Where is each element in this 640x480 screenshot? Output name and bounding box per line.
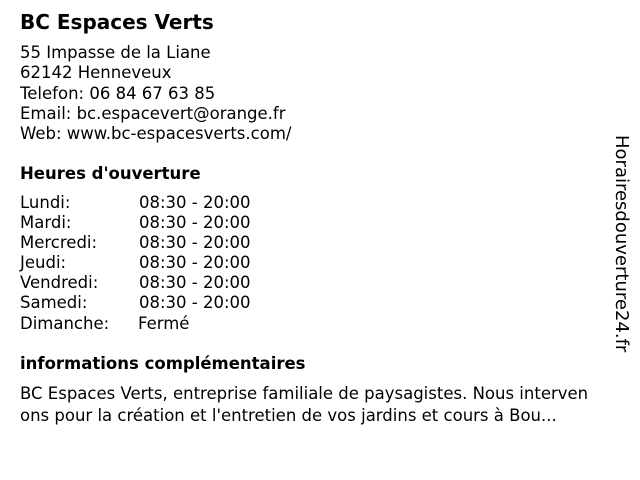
time-value: 08:30 - 20:00 <box>139 233 251 253</box>
time-value: 08:30 - 20:00 <box>139 273 251 293</box>
business-description <box>20 383 600 426</box>
day-label: Dimanche: <box>20 313 110 333</box>
additional-info-heading: informations complémentaires <box>20 354 306 373</box>
time-value: 08:30 - 20:00 <box>139 253 251 273</box>
time-value: Fermé <box>138 313 190 333</box>
address-street: 55 Impasse de la Liane <box>20 43 211 62</box>
time-value: 08:30 - 20:00 <box>139 213 251 233</box>
time-value: 08:30 - 20:00 <box>139 193 251 212</box>
contact-block <box>20 43 291 144</box>
opening-hours-heading: Heures d'ouverture <box>20 164 201 183</box>
site-watermark: Horairesdouverture24.fr <box>611 135 632 353</box>
business-name: BC Espaces Verts <box>20 10 214 34</box>
day-label: Mardi: <box>20 213 72 233</box>
day-label: Samedi: <box>20 293 88 313</box>
day-label: Jeudi: <box>20 253 67 273</box>
phone-number[interactable]: Telefon: 06 84 67 63 85 <box>20 83 216 103</box>
description-line: BC Espaces Verts, entreprise familiale de paysagistes. Nous interven <box>20 384 589 403</box>
day-label: Lundi: <box>20 193 71 212</box>
email-address[interactable]: Email: bc.espacevert@orange.fr <box>20 103 286 123</box>
website-link[interactable]: Web: www.bc-espacesverts.com/ <box>20 124 292 144</box>
day-label: Mercredi: <box>20 233 98 253</box>
address-city: 62142 Henneveux <box>20 63 172 83</box>
description-line: ons pour la création et l'entretien de vos jardins et cours à Bou... <box>20 405 557 425</box>
time-value: 08:30 - 20:00 <box>139 293 251 313</box>
day-label: Vendredi: <box>20 273 99 293</box>
